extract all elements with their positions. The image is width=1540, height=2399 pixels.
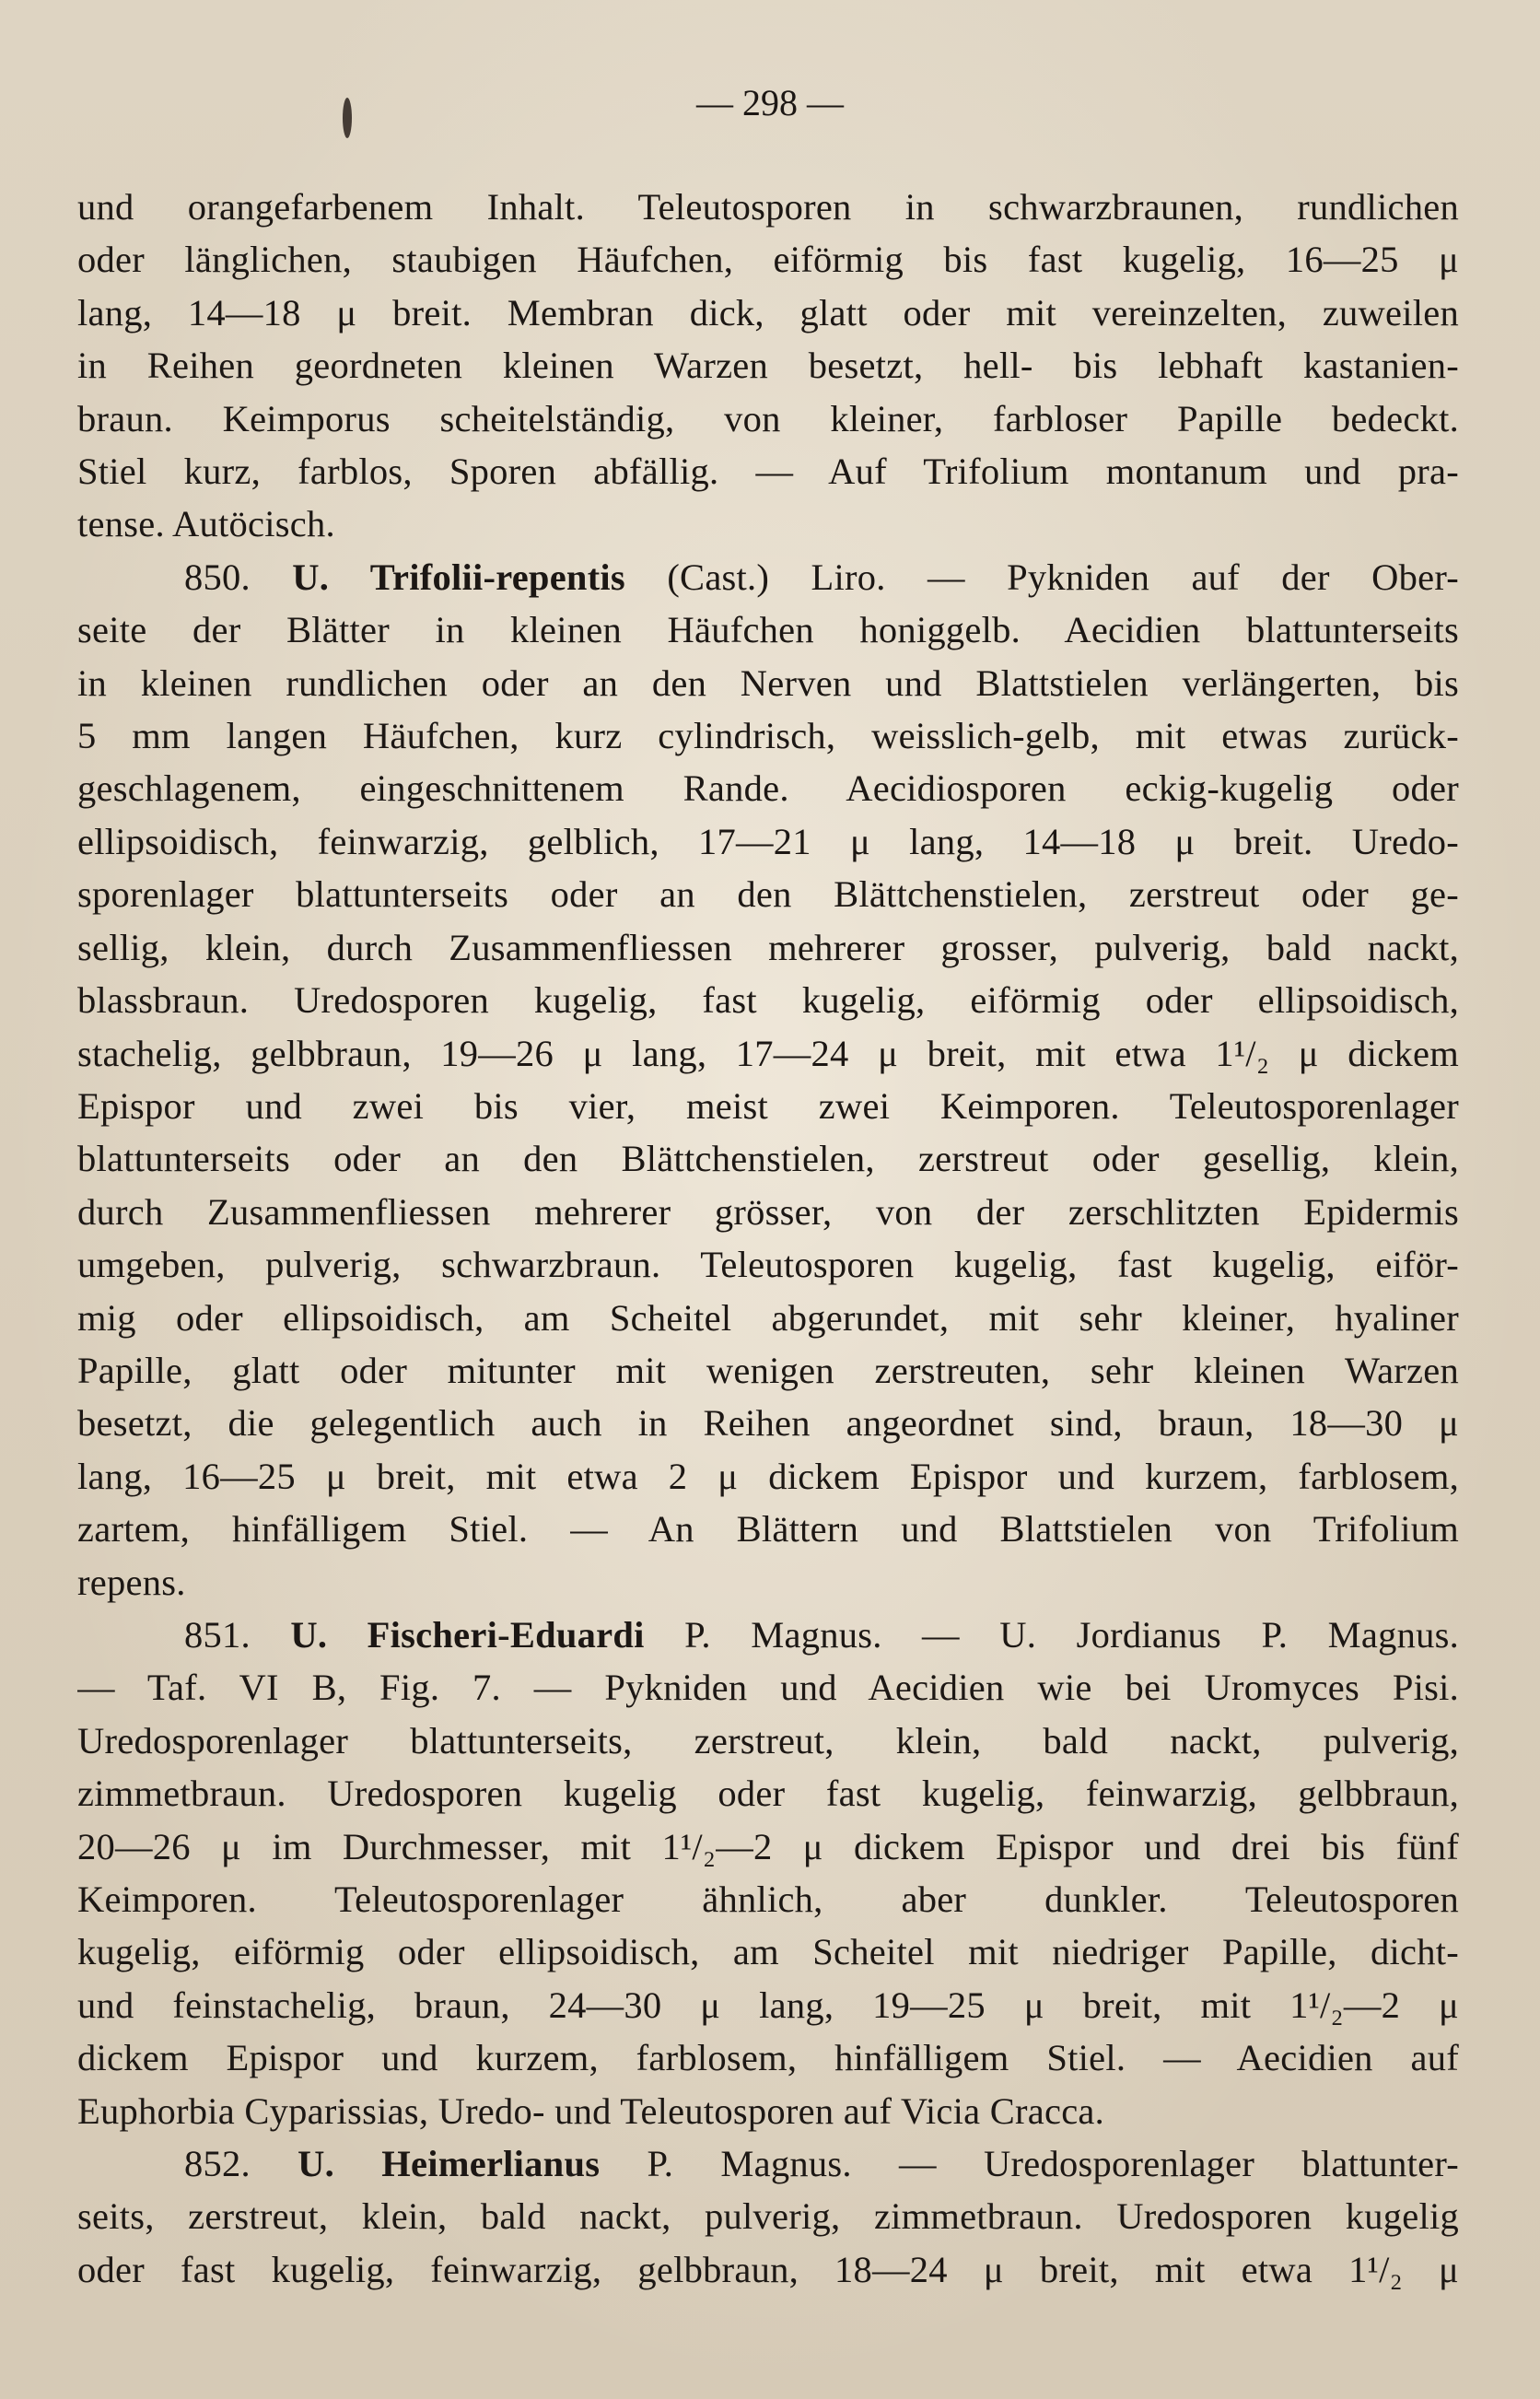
text-line: zartem, hinfälligem Stiel. — An Blättern und Blattstielen von Trifolium (77, 1508, 1459, 1551)
entry-852-first-line (77, 2137, 1459, 2190)
text-line: 20—26 μ im Durchmesser, mit 1¹/₂—2 μ dickem Epispor und drei bis fünf (77, 1825, 1459, 1867)
entry-text: P. Magnus. — Uredosporenlager blattunter- (600, 2143, 1459, 2185)
text-line: 5 mm langen Häufchen, kurz cylindrisch, weisslich-gelb, mit etwas zurück- (77, 715, 1459, 757)
text-line: kugelig, eiförmig oder ellipsoidisch, am Scheitel mit niedriger Papille, dicht- (77, 1931, 1459, 1973)
text-line: ellipsoidisch, feinwarzig, gelblich, 17—21 μ lang, 14—18 μ breit. Uredo- (77, 820, 1459, 862)
text-line: blassbraun. Uredosporen kugelig, fast kugelig, eiförmig oder ellipsoidisch, (77, 979, 1459, 1022)
text-line: oder fast kugelig, feinwarzig, gelbbraun, 18—24 μ breit, mit etwa 1¹/₂ μ (77, 2248, 1459, 2290)
text-line: braun. Keimporus scheitelständig, von kleiner, farbloser Papille bedeckt. (77, 397, 1459, 439)
text-line: Stiel kurz, farblos, Sporen abfällig. — Auf Trifolium montanum und pra- (77, 451, 1459, 493)
entry-number: 851. (184, 1613, 251, 1656)
text-line: und feinstachelig, braun, 24—30 μ lang, 19—25 μ breit, mit 1¹/₂—2 μ (77, 1984, 1459, 2026)
text-line: lang, 14—18 μ breit. Membran dick, glatt oder mit vereinzelten, zuweilen (77, 291, 1459, 334)
entry-number: 850. (184, 556, 251, 598)
text-line: sellig, klein, durch Zusammenfliessen mehrerer grosser, pulverig, bald nackt, (77, 926, 1459, 968)
text-line: — Taf. VI B, Fig. 7. — Pykniden und Aecidien wie bei Uromyces Pisi. (77, 1667, 1459, 1709)
page-number: — 298 — (696, 82, 844, 123)
text-line: Epispor und zwei bis vier, meist zwei Keimporen. Teleutosporenlager (77, 1084, 1459, 1127)
text-line: mig oder ellipsoidisch, am Scheitel abgerundet, mit sehr kleiner, hyaliner (77, 1296, 1459, 1339)
text-line: Papille, glatt oder mitunter mit wenigen zerstreuten, sehr kleinen Warzen (77, 1349, 1459, 1391)
entry-851-first-line (77, 1609, 1459, 1661)
text-line: blattunterseits oder an den Blättchenstielen, zerstreut oder gesellig, klein, (77, 1138, 1459, 1180)
species-name: U. Trifolii-repentis (292, 556, 625, 598)
text-line: Uredosporenlager blattunterseits, zerstreut, klein, bald nackt, pulverig, (77, 1719, 1459, 1761)
text-line: lang, 16—25 μ breit, mit etwa 2 μ dickem Epispor und kurzem, farblosem, (77, 1455, 1459, 1497)
text-line: seite der Blätter in kleinen Häufchen honiggelb. Aecidien blattunterseits (77, 609, 1459, 651)
text-line: stachelig, gelbbraun, 19—26 μ lang, 17—24 μ breit, mit etwa 1¹/₂ μ dickem (77, 1032, 1459, 1074)
text-line: umgeben, pulverig, schwarzbraun. Teleutosporen kugelig, fast kugelig, eiför- (77, 1244, 1459, 1286)
entry-number: 852. (184, 2143, 251, 2185)
text-line: durch Zusammenfliessen mehrerer grösser, von der zerschlitzten Epidermis (77, 1190, 1459, 1233)
text-line: seits, zerstreut, klein, bald nackt, pulverig, zimmetbraun. Uredosporen kugelig (77, 2195, 1459, 2238)
text-line: geschlagenem, eingeschnittenem Rande. Aecidiosporen eckig-kugelig oder (77, 767, 1459, 810)
text-line: dickem Epispor und kurzem, farblosem, hinfälligem Stiel. — Aecidien auf (77, 2037, 1459, 2079)
text-line: und orangefarbenem Inhalt. Teleutosporen in schwarzbraunen, rundlichen (77, 186, 1459, 228)
text-line: zimmetbraun. Uredosporen kugelig oder fast kugelig, feinwarzig, gelbbraun, (77, 1773, 1459, 1815)
text-line: in kleinen rundlichen oder an den Nerven und Blattstielen verlängerten, bis (77, 661, 1459, 704)
text-line: oder länglichen, staubigen Häufchen, eiförmig bis fast kugelig, 16—25 μ (77, 239, 1459, 281)
text-line: in Reihen geordneten kleinen Warzen besetzt, hell- bis lebhaft kastanien- (77, 345, 1459, 387)
text-line: repens. (77, 1561, 186, 1603)
species-name: U. Heimerlianus (298, 2143, 601, 2185)
text-line: sporenlager blattunterseits oder an den Blättchenstielen, zerstreut oder ge- (77, 873, 1459, 916)
text-line: Keimporen. Teleutosporenlager ähnlich, aber dunkler. Teleutosporen (77, 1878, 1459, 1920)
species-name: U. Fischeri-Eduardi (290, 1613, 645, 1656)
body-text (77, 181, 1459, 2296)
entry-850-first-line (77, 551, 1459, 603)
text-line: besetzt, die gelegentlich auch in Reihen angeordnet sind, braun, 18—30 μ (77, 1402, 1459, 1445)
entry-text: P. Magnus. — U. Jordianus P. Magnus. (644, 1613, 1459, 1656)
entry-text: (Cast.) Liro. — Pykniden auf der Ober- (624, 556, 1459, 598)
text-line: tense. Autöcisch. (77, 503, 335, 545)
text-line: Euphorbia Cyparissias, Uredo- und Teleutosporen auf Vicia Cracca. (77, 2089, 1105, 2132)
